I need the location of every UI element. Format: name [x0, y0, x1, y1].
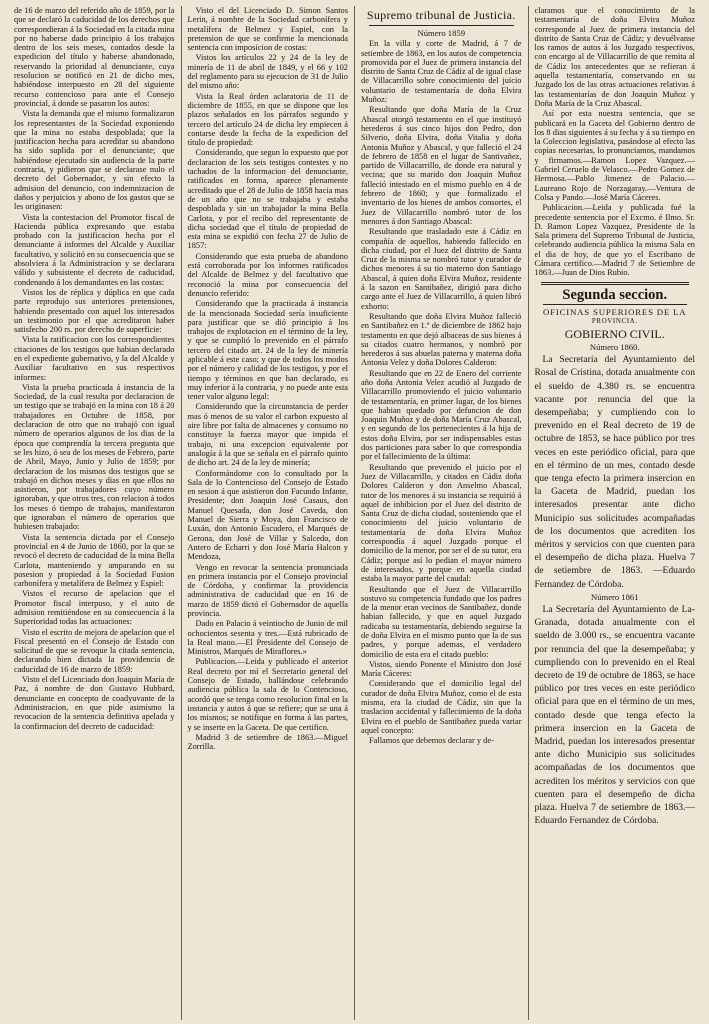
- paragraph: En la villa y corte de Madrid, á 7 de setiembre de 1863, en los autos de competencia promovida por el Juez de primera instancia del distrito de Santa Cruz de Cádiz al de igual clase de Villacarrillo sobre conocimiento del juicio voluntario de testamentaría de doña Elvira Muñoz:: [361, 39, 522, 105]
- paragraph: Fallamos que debemos declarar y de-: [369, 736, 494, 746]
- section-title: Supremo tribunal de Justicia.: [366, 8, 516, 22]
- signature-line: Madrid 3 de setiembre de 1863.—Miguel Zorrilla.: [187, 732, 348, 752]
- offices-subheading: PROVINCIA.: [591, 317, 638, 326]
- item-number: Número 1861: [591, 591, 639, 602]
- column-2: [182, 6, 356, 1020]
- paragraph: Publicacion.—Leida y publicada fué la precedente sentencia por el Excmo. é Ilmo. Sr. D. Ramon Lopez Vazquez, Presidente de la Sala primera del Supremo Tribunal de Justicia, celebrando audiencia pública la misma Sala en el dia de hoy, de que yo el Escribano de Cámara certifico.—Madrid 7 de Setiembre de 1863.—Juan de Dios Rubio.: [534, 203, 695, 278]
- gobierno-heading: GOBIERNO CIVIL.: [564, 326, 665, 341]
- paragraph: Considerando que esta prueba de abandono está corroborada por los informes ratificados del Alcalde de Belmez y del facultativo que reconoció la mina por consecuencia del denuncio referido:: [187, 251, 348, 298]
- paragraph: Así por esta nuestra sentencia, que se publicará en la Gaceta del Gobierno dentro de los 8 dias siguientes á su fecha y á su tiempo en la Coleccion legislativa, pasándose al efecto las copias necesarias, lo pronunciamos, mandamos y firmamos.—Ramon Lopez Vazquez.—Gabriel Ceruelo de Velasco.—Pedro Gomez de Hermosa.—Pablo Jimenez de Palacio.—Laureano Rojo de Norzagaray.—Ventura de Colsa y Pando.—José María Cáceres.: [534, 109, 695, 202]
- paragraph: Vista la demanda que el mismo formalizaron los representantes de la Sociedad exponiendo que la mina no estaba despoblada; que la justificacion hecha para acreditar su abandono ha sido suplida por el denunciante; que habiéndose ejecutado sin audiencia de la parte contraria, y pidieron que se declarase nulo el decreto del Gobernador, y sin efecto la admision del denuncio, con indemnizacion de daños y perjuicios y abono de los gastos que se les originasen:: [14, 109, 175, 212]
- notice-paragraph: La Secretaría del Ayuntamiento del Rosal de Cristina, dotada anualmente con el sueldo de 4.380 rs. se encuentra vacante por renuncia del que la desempeñaba; y cumpliendo con lo prevenido en el Real decreto de 19 de octubre de 1853, se hace público por tres veces en este periódico oficial, para que en el término de un mes, contado desde que tenga efecto la primera insercion en la Gaceta de Madrid, puedan los interesados presentar ante dicho Municipio sus solicitudes acompañadas de los documentos que acrediten los méritos y servicios con que cuenten para el desempeño de dicha plaza. Huelva 7 de setiembre de 1863. —Eduardo Fernandez de Córdoba.: [534, 354, 695, 590]
- paragraph: Visto el del Licenciado D. Simon Santos Lerin, á nombre de la Sociedad carbonífera y metalífera de Belmez y Espiel, con la pretension de que se confirme la mencionada sentencia con imposicion de costas:: [187, 6, 348, 53]
- item-number: Número 1860.: [589, 341, 640, 352]
- paragraph: Resultando que prevenido el juicio por el Juez de Villacarrillo, y citados en Cádiz doña Dolores Calderon y don Anselmo Abascal, tutor de los menores á su instancia se requirió á aquel de inhibicion por el Juez del distrito de Santa Cruz de dicha ciudad, sosteniendo que el conocimiento del juicio voluntario de testamentaría de doña Elvira Muñoz correspondía á aquel Juzgado porque el domicilio de la menor, por ser el de su tutor, era Cádiz; porque así lo pedian el mayor número de interesados, y porque en aquella ciudad estaba la mayor parte del caudal:: [361, 462, 522, 584]
- paragraph: Vista la Real órden aclaratoria de 11 de diciembre de 1855, en que se dispone que los plazos señalados en los párrafos segundo y tercero del artículo 24 de dicha ley empiecen á contarse desde la fecha de la expedicion del título de propiedad:: [187, 91, 348, 148]
- paragraph: claramos que el conocimiento de la testamentaría de doña Elvira Muñoz corresponde al Juez de primera instancia del distrito de Santa Cruz de Cádiz; y devuélvanse los ramos de autos á los Juzgado respectivos, con encargo al de Villacarrillo de que remita al de Cádiz los antecedentes que se refieran á aquella testamentaría, conservando en su Juzgado los de las otras actuaciones relativas á las testamentarías de don Joaquin Muñoz y Doña María de la Cruz Abascal.: [534, 6, 695, 108]
- notice-paragraph: La Secretaría del Ayuntamiento de La-Granada, dotada anualmente con el sueldo de 3.000 rs., se encuentra vacante por renuncia del que la desempeñaba; y cumpliendo con lo prevenido en el Real decreto de 19 de octubre de 1863, se hace público por tres veces en este periódico oficial para que en el término de un mes, contado desde que tenga efecto la primera insercion en la Gaceta de Madrid, puedan los interesados presentar ante dicho Municipio sus solicitudes acompañadas de los documentos que acrediten los méritos y servicios con que cuenten para el desempeño de dicha plaza. Huelva 7 de setiembre de 1863.—Eduardo Fernandez de Córdoba.: [534, 604, 695, 827]
- divider: [541, 282, 690, 285]
- paragraph: Considerando, que segun lo expuesto que por declaracion de los seis testigos contestes y no tachados de la informacion del denunciante, ratificados en forma, aparece plenamente acreditado que el 28 de Julio de 1858 hacia mas de un año que no se trabajaba y estaba despoblada y sin un trabajador la mina Bella Carlota, y por el recibo del representante de dicha sociedad que el título de propiedad de esta mina se expidió con fecha 27 de Julio de 1857:: [187, 148, 348, 251]
- paragraph: Vista la ratificacion con los correspondientes citaciones de los testigos que habian declarado en el expediente gubernativo, y la del Alcalde y Auxiliar facultativo en sus respectivos informes:: [14, 335, 175, 382]
- paragraph: Conformándome con lo consultado por la Sala de lo Contencioso del Consejo de Estado en sesion á que asistieron don Facundo Infante, Presidente; don Joaquin José Casaus, don Manuel Quesada, don José Caveda, don Manuel de Sierra y Moya, don Francisco de Luxán, don Antonio Escudero, el Marqués de Gerona, don José de Villar y Salcedo, don Antero de Echarri y don José María Halcon y Mendoza,: [187, 468, 348, 562]
- offices-heading: OFICINAS SUPERIORES DE LA: [543, 306, 687, 317]
- paragraph: Vista la prueba practicada á instancia de la Sociedad, de la cual resulta por declaracion de un testigo que se trabajó en la mina con 18 á 20 trabajadores en Octubre de 1858, por declaracion de otro que no trabajó con igual número de operarios algunos de los dias de la época que comprendía la tercera pregunta que se les hizo, ó sea de los meses de Febrero, parte de Abril, Mayo, Junio y Julio de 1859; por declaracion de los mismos dos testigos que se trabajó en dichos meses y dias en que ellos no asistieron, por trabajadores cuyo número ignoraban, y que otros tres, con relacion á todos los meses ó tiempo de trabajos, manifestaron que ignoraban el número de operarios que hubiesen trabajado:: [14, 382, 175, 532]
- paragraph: de 16 de marzo del referido año de 1859, por la que se declaró la caducidad de los derechos que correspondieran á la Sociedad en la citada mina por no haberse dado principio á los trabajos dentro de los seis meses, contados desde la expedicion del título y haberse abandonado, reservando la prioridad al denunciante, cuya resolucion se notificó en 21 de dicho mes, habiéndose interpuesto en 28 del siguiente recurso contencioso para ante el Consejo provincial, á donde se pasaron los autos:: [14, 6, 175, 108]
- paragraph: Vistos, siendo Ponente el Ministro don José María Cáceres:: [361, 659, 522, 679]
- column-3: [355, 6, 529, 1020]
- paragraph: Vengo en revocar la sentencia pronunciada en primera instancia por el Consejo provincial de Córdoba, y confirmar la providencia administrativa de caducidad que en 16 de marzo de 1859 dictó el Gobernador de aquella provincia.: [187, 562, 348, 618]
- section-title: Segunda seccion.: [562, 286, 668, 303]
- column-1: [8, 6, 182, 1020]
- divider: [543, 304, 688, 305]
- divider: [369, 25, 514, 26]
- paragraph: Visto el del Licenciado don Joaquin María de Paz, á nombre de don Gustavo Hubbard, denunciante en concepto de coadyuvante de la Administracion, en que pide asimismo la revocacion de la sentencia definitiva apelada y la confirmacion del decreto de caducidad:: [14, 675, 175, 731]
- paragraph: Vista la sentencia dictada por el Consejo provincial en 4 de Junio de 1860, por la que se revocó el decreto de caducidad de la mina Bella Carlota, manteniendo y amparando en su posesion y propiedad á la Sociedad Fusion carbonífera y metalífera de Belmez y Espiel:: [14, 532, 175, 589]
- paragraph: Considerando que la practicada á instancia de la mencionada Sociedad sería insuficiente para justificar que se dió principio á los trabajos de explotacion en el término de la ley, y que se cumplió lo prevenido en el párrafo tercero del citado art. 24 de la ley de minería aplicable á este caso; y que de todos los modos por el número y calidad de los testigos, y por el tiempo y términos en que han declarado, es muy inferior á la contraria, y no puede ante esta tener valor alguno legal:: [187, 299, 348, 402]
- paragraph: Resultando que trasladado este á Cádiz en compañía de aquellos, habiendo fallecido en dicha ciudad, por el Juez del distrito de Santa Cruz de la misma se nombró tutor y curador de dichos menores á su tio materno don Santiago Abascal, á quien doña Elvira Muñoz, residente á la sazon en Santibañez, dirigió para dicho cargo ante el Juez de Villacarrillo, á quien libró exhorto:: [361, 227, 522, 311]
- item-number: Número 1859: [417, 28, 465, 38]
- paragraph: Visto el escrito de mejora de apelacion que el Fiscal presentó en el Consejo de Estado con solicitud de que se revoque la citada sentencia, declarando bien dictada la providencia de caducidad de 16 de marzo de 1859:: [14, 627, 175, 674]
- paragraph: Vistos los artículos 22 y 24 de la ley de minería de 11 de abril de 1849, y el 66 y 102 del reglamento para su ejecucion de 31 de Julio del mismo año:: [187, 53, 348, 91]
- columns: [8, 6, 701, 1020]
- column-4: [529, 6, 702, 1020]
- paragraph: Considerando que el domicilio legal del curador de doña Elvira Muñoz, como el de esta misma, era la ciudad de Cádiz, sin que la traslacion accidental y fallecimiento de la doña Elvira en el pueblo de Santibañez pueda variar aquel concepto:: [361, 679, 522, 735]
- paragraph: Publicacion.—Leida y publicado el anterior Real decreto por mí el Secretario general del Consejo de Estado, hallándose celebrando audiencia pública la sala de lo Contencioso, acordó que se tenga como resolucion final en la instancia y autos á que se refiere; que se una á los mismos; se notifique en forma á las partes, y se inserte en la Gaceta. De que certifico.: [187, 657, 348, 732]
- paragraph: Considerando que la circunstancia de perder mas ó menos de su valor el carbon expuesto al aire libre por falta de almacenes y consumo no constituye la fuerza mayor que impida el trabajo, ni una excepcion equivalente por analogía á la que se señala en el párrafo quinto de dicho art. 24 de la ley de minería;: [187, 402, 348, 468]
- paragraph: Vistos los de réplica y dúplica en que cada parte reprodujo sus anteriores pretensiones, habiendo presentado con aquel los interesados un testimonio por el que acreditaron haber satisfecho 200 rs. por derecho de superficie:: [14, 287, 175, 335]
- paragraph: Resultando que doña María de la Cruz Abascal otorgó testamento en el que instituyó herederos á sus cinco hijos don Pedro, don Silverio, doña Elvira, doña Vitalia y doña Antonia Muñoz y Abascal, y que falleció el 24 de febrero de 1858 en el lugar de Santivañez, partido de Villacarrillo, de donde era natural y vecina; que su marido don Joaquin Muñoz falleció intestado en el mismo pueblo en 4 de febrero de 1860; y que formalizado el inventario de los bienes de ambos consortes, el Juez de Villacarrillo nombró tutor de los menores á don Santiago Abascal:: [361, 105, 522, 226]
- paragraph: Resultando que en 22 de Enero del corriente año doña Antonia Velez acudió al Juzgado de Villacarrillo promoviendo el juicio voluntario de testamentaría, en primer lugar, de los bienes que habian quedado por defuncion de don Joaquin Muñoz y de doña María Cruz Abascal, y en segundo de los pertenecientes á la hija de estos doña Elvira, por ser indispensables estas dos particiones para saber lo que correspondia por el fallecimiento de la última:: [361, 368, 522, 462]
- paragraph: Vistos el recurso de apelacion que el Promotor fiscal interpuso, y el auto de admision remitiéndose en su consecuencia á la Superioridad todas las actuaciones:: [14, 589, 175, 627]
- paragraph: Dado en Palacio á veintiocho de Junio de mil ochocientos sesenta y tres.—Está rubricado de la Real mano.—El Presidente del Consejo de Ministros, Marqués de Miraflores.»: [187, 619, 348, 657]
- paragraph: Vista la contestacion del Promotor fiscal de Hacienda pública expresando que estaba probado con la justificacion hecha por el denunciante á informes del Alcalde y Auxiliar facultativo, y solicitó en su consecuencia que se absolviera á la Administracion y se declarara válido y subsistente el decreto de caducidad, condenando á los demandantes en las costas:: [14, 212, 175, 287]
- paragraph: Resultando que doña Elvira Muñoz falleció en Santibañez en 1.º de diciembre de 1862 bajo testamento en que dejó albaceas de sus bienes á su citados cuatro hermanos, y nombró por herederos á sus abuelas paterna y materna doña Antonia Velez y doña Dolores Calderon:: [361, 311, 522, 368]
- paragraph: Resultando que el Juez de Villacarrillo sostuvo su competencia fundado que los padres de la menor eran vecinos de Santibañez, donde habian fallecido, y que en aquel Juzgado radicaba su testamentaría, debiendo seguirse la de doña Elvira en el mismo punto que la de sus padres, y porque ademas, el verdadero domicilio de esta era el citado pueblo:: [361, 584, 522, 659]
